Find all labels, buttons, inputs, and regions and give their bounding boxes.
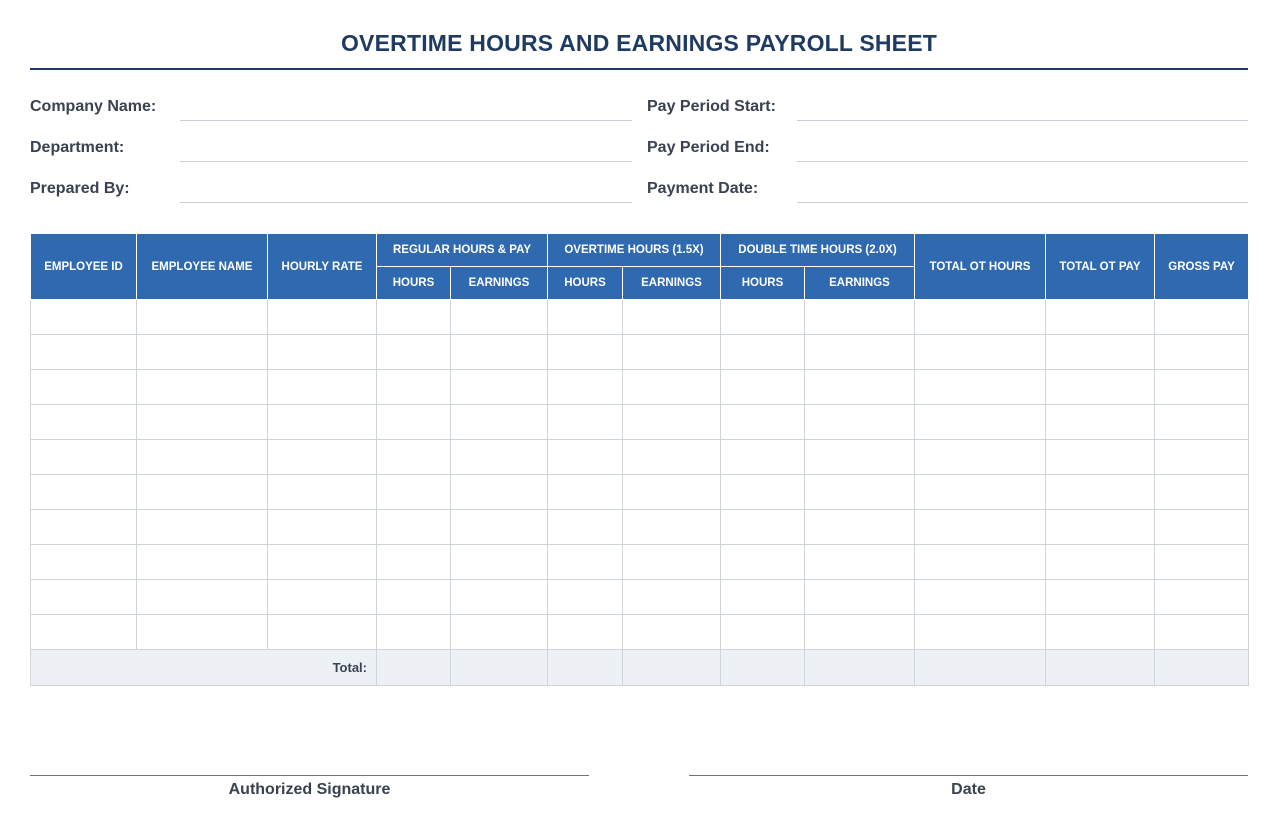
pay-period-start-field[interactable] — [797, 120, 1248, 121]
table-cell[interactable] — [1046, 545, 1155, 580]
table-cell[interactable] — [31, 440, 137, 475]
header-employee-name: EMPLOYEE NAME — [137, 234, 268, 300]
total-cell[interactable] — [377, 650, 451, 686]
total-cell[interactable] — [451, 650, 548, 686]
header-double-time-hours: DOUBLE TIME HOURS (2.0X) — [721, 234, 915, 267]
total-label: Total: — [31, 650, 377, 686]
table-cell[interactable] — [268, 405, 377, 440]
table-cell[interactable] — [268, 615, 377, 650]
table-cell[interactable] — [721, 300, 805, 335]
table-cell[interactable] — [31, 300, 137, 335]
table-row — [31, 405, 1249, 440]
table-cell[interactable] — [548, 510, 623, 545]
total-cell[interactable] — [548, 650, 623, 686]
table-cell[interactable] — [137, 335, 268, 370]
header-double-hours: HOURS — [721, 267, 805, 300]
total-cell[interactable] — [623, 650, 721, 686]
total-row — [31, 650, 1249, 686]
total-cell[interactable] — [915, 650, 1046, 686]
authorized-signature-line[interactable] — [30, 775, 589, 776]
table-cell[interactable] — [268, 370, 377, 405]
table-cell[interactable] — [805, 580, 915, 615]
table-cell[interactable] — [451, 475, 548, 510]
header-hourly-rate: HOURLY RATE — [268, 234, 377, 300]
table-cell[interactable] — [377, 545, 451, 580]
table-cell[interactable] — [623, 405, 721, 440]
table-cell[interactable] — [1046, 475, 1155, 510]
table-row — [31, 510, 1249, 545]
table-cell[interactable] — [1046, 510, 1155, 545]
table-cell[interactable] — [805, 335, 915, 370]
table-cell[interactable] — [1046, 615, 1155, 650]
table-cell[interactable] — [915, 405, 1046, 440]
table-cell[interactable] — [548, 580, 623, 615]
table-cell[interactable] — [915, 580, 1046, 615]
table-cell[interactable] — [721, 580, 805, 615]
company-name-field[interactable] — [180, 120, 632, 121]
table-cell[interactable] — [915, 335, 1046, 370]
table-row — [31, 580, 1249, 615]
table-cell[interactable] — [1155, 405, 1249, 440]
header-total-ot-hours: TOTAL OT HOURS — [915, 234, 1046, 300]
table-cell[interactable] — [623, 300, 721, 335]
department-field[interactable] — [180, 161, 632, 162]
table-cell[interactable] — [805, 440, 915, 475]
table-cell[interactable] — [805, 405, 915, 440]
table-cell[interactable] — [915, 440, 1046, 475]
table-row — [31, 440, 1249, 475]
department-label: Department: — [30, 139, 125, 156]
table-cell[interactable] — [623, 335, 721, 370]
table-cell[interactable] — [721, 510, 805, 545]
table-cell[interactable] — [623, 440, 721, 475]
table-cell[interactable] — [915, 300, 1046, 335]
table-cell[interactable] — [451, 405, 548, 440]
payroll-table — [30, 233, 1249, 686]
table-cell[interactable] — [915, 615, 1046, 650]
table-cell[interactable] — [915, 370, 1046, 405]
table-cell[interactable] — [31, 335, 137, 370]
total-cell[interactable] — [1046, 650, 1155, 686]
table-cell[interactable] — [268, 335, 377, 370]
header-double-earnings: EARNINGS — [805, 267, 915, 300]
payroll-table-body — [31, 300, 1249, 650]
prepared-by-label: Prepared By: — [30, 180, 130, 197]
total-cell[interactable] — [721, 650, 805, 686]
table-cell[interactable] — [137, 440, 268, 475]
header-employee-id: EMPLOYEE ID — [31, 234, 137, 300]
table-cell[interactable] — [377, 370, 451, 405]
table-cell[interactable] — [268, 440, 377, 475]
table-cell[interactable] — [623, 615, 721, 650]
table-cell[interactable] — [137, 405, 268, 440]
table-cell[interactable] — [451, 580, 548, 615]
table-cell[interactable] — [1155, 615, 1249, 650]
table-cell[interactable] — [1155, 580, 1249, 615]
table-cell[interactable] — [1155, 370, 1249, 405]
table-cell[interactable] — [137, 580, 268, 615]
table-cell[interactable] — [31, 475, 137, 510]
table-cell[interactable] — [137, 510, 268, 545]
header-overtime-hours-sub: HOURS — [548, 267, 623, 300]
table-cell[interactable] — [137, 370, 268, 405]
table-cell[interactable] — [548, 440, 623, 475]
table-cell[interactable] — [805, 615, 915, 650]
table-cell[interactable] — [377, 405, 451, 440]
header-total-ot-pay: TOTAL OT PAY — [1046, 234, 1155, 300]
table-cell[interactable] — [137, 615, 268, 650]
table-cell[interactable] — [805, 300, 915, 335]
authorized-signature-label: Authorized Signature — [228, 781, 391, 798]
table-row — [31, 475, 1249, 510]
table-cell[interactable] — [548, 615, 623, 650]
table-cell[interactable] — [377, 615, 451, 650]
page-title: OVERTIME HOURS AND EARNINGS PAYROLL SHEET — [340, 30, 938, 56]
header-gross-pay: GROSS PAY — [1155, 234, 1249, 300]
table-cell[interactable] — [548, 405, 623, 440]
table-cell[interactable] — [1155, 475, 1249, 510]
title-divider — [30, 68, 1248, 70]
table-cell[interactable] — [721, 335, 805, 370]
table-cell[interactable] — [623, 370, 721, 405]
table-cell[interactable] — [721, 475, 805, 510]
table-cell[interactable] — [548, 545, 623, 580]
table-cell[interactable] — [623, 475, 721, 510]
table-cell[interactable] — [137, 545, 268, 580]
date-signature-line[interactable] — [689, 775, 1248, 776]
prepared-by-field[interactable] — [180, 202, 632, 203]
table-cell[interactable] — [1046, 405, 1155, 440]
header-regular-earnings: EARNINGS — [451, 267, 548, 300]
table-cell[interactable] — [1155, 440, 1249, 475]
table-cell[interactable] — [805, 545, 915, 580]
table-cell[interactable] — [268, 300, 377, 335]
table-cell[interactable] — [548, 475, 623, 510]
table-cell[interactable] — [451, 510, 548, 545]
header-overtime-earnings: EARNINGS — [623, 267, 721, 300]
table-cell[interactable] — [1046, 440, 1155, 475]
table-row — [31, 300, 1249, 335]
table-cell[interactable] — [31, 510, 137, 545]
table-cell[interactable] — [721, 615, 805, 650]
pay-period-end-field[interactable] — [797, 161, 1248, 162]
table-cell[interactable] — [451, 370, 548, 405]
table-cell[interactable] — [548, 335, 623, 370]
table-cell[interactable] — [1046, 335, 1155, 370]
table-row — [31, 335, 1249, 370]
table-cell[interactable] — [1046, 300, 1155, 335]
table-cell[interactable] — [623, 510, 721, 545]
table-cell[interactable] — [548, 370, 623, 405]
table-row — [31, 615, 1249, 650]
table-cell[interactable] — [721, 405, 805, 440]
total-cell[interactable] — [805, 650, 915, 686]
header-overtime-hours: OVERTIME HOURS (1.5X) — [548, 234, 721, 267]
table-cell[interactable] — [1155, 545, 1249, 580]
pay-period-start-label: Pay Period Start: — [647, 98, 776, 115]
table-cell[interactable] — [721, 370, 805, 405]
table-cell[interactable] — [31, 370, 137, 405]
table-cell[interactable] — [451, 440, 548, 475]
table-cell[interactable] — [268, 580, 377, 615]
table-cell[interactable] — [1046, 580, 1155, 615]
table-cell[interactable] — [623, 545, 721, 580]
table-cell[interactable] — [915, 510, 1046, 545]
table-cell[interactable] — [915, 545, 1046, 580]
table-cell[interactable] — [805, 475, 915, 510]
table-cell[interactable] — [1155, 510, 1249, 545]
date-signature-label: Date — [951, 781, 986, 798]
payment-date-label: Payment Date: — [647, 180, 759, 197]
header-regular-hours-pay: REGULAR HOURS & PAY — [377, 234, 548, 267]
company-name-label: Company Name: — [30, 98, 157, 115]
table-cell[interactable] — [548, 300, 623, 335]
table-cell[interactable] — [377, 510, 451, 545]
table-row — [31, 370, 1249, 405]
table-cell[interactable] — [623, 580, 721, 615]
total-cell[interactable] — [1155, 650, 1249, 686]
table-cell[interactable] — [137, 300, 268, 335]
table-cell[interactable] — [377, 475, 451, 510]
table-cell[interactable] — [31, 545, 137, 580]
table-cell[interactable] — [1046, 370, 1155, 405]
table-cell[interactable] — [137, 475, 268, 510]
table-cell[interactable] — [451, 300, 548, 335]
table-cell[interactable] — [268, 545, 377, 580]
payment-date-field[interactable] — [797, 202, 1248, 203]
table-cell[interactable] — [915, 475, 1046, 510]
table-cell[interactable] — [805, 510, 915, 545]
header-regular-hours: HOURS — [377, 267, 451, 300]
table-cell[interactable] — [31, 580, 137, 615]
table-cell[interactable] — [268, 475, 377, 510]
table-cell[interactable] — [377, 300, 451, 335]
table-cell[interactable] — [451, 615, 548, 650]
table-cell[interactable] — [377, 440, 451, 475]
pay-period-end-label: Pay Period End: — [647, 139, 770, 156]
table-cell[interactable] — [1155, 300, 1249, 335]
table-cell[interactable] — [721, 440, 805, 475]
table-cell[interactable] — [377, 335, 451, 370]
table-cell[interactable] — [268, 510, 377, 545]
table-cell[interactable] — [1155, 335, 1249, 370]
table-cell[interactable] — [31, 615, 137, 650]
table-cell[interactable] — [451, 545, 548, 580]
table-row — [31, 545, 1249, 580]
table-cell[interactable] — [721, 545, 805, 580]
table-cell[interactable] — [451, 335, 548, 370]
table-cell[interactable] — [805, 370, 915, 405]
table-cell[interactable] — [31, 405, 137, 440]
table-cell[interactable] — [377, 580, 451, 615]
